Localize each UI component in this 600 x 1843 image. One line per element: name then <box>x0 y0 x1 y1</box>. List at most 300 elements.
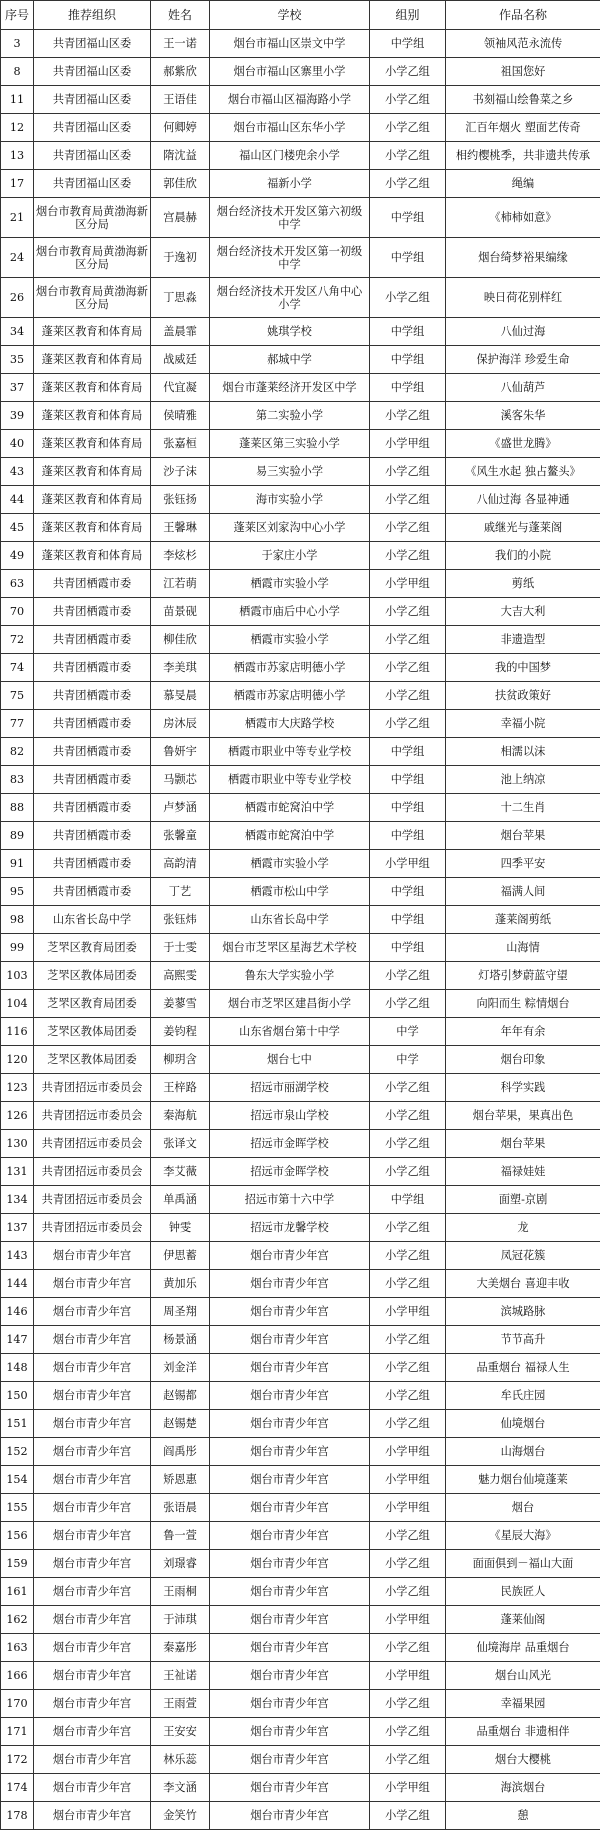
cell-serial: 170 <box>1 1690 34 1718</box>
table-row <box>1 514 600 542</box>
table-row <box>1 962 600 990</box>
cell-serial: 63 <box>1 570 34 598</box>
table-row <box>1 1242 600 1270</box>
cell-school: 烟台市蓬莱经济开发区中学 <box>210 374 370 402</box>
table-row <box>1 1774 600 1802</box>
table-row <box>1 738 600 766</box>
table-row <box>1 794 600 822</box>
cell-organization: 蓬莱区教育和体育局 <box>34 486 151 514</box>
cell-name: 王语佳 <box>151 86 210 114</box>
table-row <box>1 30 600 58</box>
table-row <box>1 374 600 402</box>
cell-group: 中学组 <box>370 766 446 794</box>
cell-name: 张馨童 <box>151 822 210 850</box>
cell-organization: 烟台市青少年宫 <box>34 1438 151 1466</box>
cell-school: 第二实验小学 <box>210 402 370 430</box>
cell-school: 栖霞市职业中等专业学校 <box>210 766 370 794</box>
cell-serial: 8 <box>1 58 34 86</box>
cell-organization: 蓬莱区教育和体育局 <box>34 514 151 542</box>
cell-organization: 共青团栖霞市委 <box>34 654 151 682</box>
cell-organization: 共青团福山区委 <box>34 142 151 170</box>
cell-name: 周圣翔 <box>151 1298 210 1326</box>
cell-school: 烟台市青少年宫 <box>210 1466 370 1494</box>
table-row <box>1 142 600 170</box>
cell-organization: 烟台市青少年宫 <box>34 1298 151 1326</box>
cell-serial: 162 <box>1 1606 34 1634</box>
table-row <box>1 486 600 514</box>
cell-serial: 130 <box>1 1130 34 1158</box>
cell-work-title: 海滨烟台 <box>446 1774 600 1802</box>
cell-name: 代宜凝 <box>151 374 210 402</box>
cell-serial: 178 <box>1 1802 34 1830</box>
cell-serial: 70 <box>1 598 34 626</box>
table-row <box>1 114 600 142</box>
cell-group: 小学乙组 <box>370 542 446 570</box>
cell-group: 小学甲组 <box>370 1466 446 1494</box>
cell-group: 中学组 <box>370 738 446 766</box>
cell-work-title: 《柿柿如意》 <box>446 198 600 238</box>
cell-serial: 72 <box>1 626 34 654</box>
cell-serial: 11 <box>1 86 34 114</box>
table-row <box>1 1074 600 1102</box>
cell-school: 烟台市青少年宫 <box>210 1578 370 1606</box>
cell-organization: 烟台市教育局黄渤海新区分局 <box>34 198 151 238</box>
cell-school: 烟台市青少年宫 <box>210 1410 370 1438</box>
cell-group: 中学组 <box>370 1186 446 1214</box>
cell-school: 栖霞市实验小学 <box>210 850 370 878</box>
cell-serial: 77 <box>1 710 34 738</box>
table-row <box>1 1130 600 1158</box>
cell-name: 于逸初 <box>151 238 210 278</box>
cell-organization: 共青团招远市委员会 <box>34 1074 151 1102</box>
cell-organization: 共青团福山区委 <box>34 114 151 142</box>
cell-serial: 98 <box>1 906 34 934</box>
cell-serial: 17 <box>1 170 34 198</box>
cell-school: 招远市丽湖学校 <box>210 1074 370 1102</box>
cell-school: 烟台市青少年宫 <box>210 1746 370 1774</box>
cell-serial: 83 <box>1 766 34 794</box>
cell-name: 王安安 <box>151 1718 210 1746</box>
cell-school: 烟台市芝罘区建昌街小学 <box>210 990 370 1018</box>
cell-serial: 40 <box>1 430 34 458</box>
cell-group: 小学甲组 <box>370 1662 446 1690</box>
table-row <box>1 1326 600 1354</box>
cell-work-title: 烟台苹果 <box>446 822 600 850</box>
cell-name: 卢梦涵 <box>151 794 210 822</box>
cell-serial: 91 <box>1 850 34 878</box>
cell-work-title: 龙 <box>446 1214 600 1242</box>
table-row <box>1 238 600 278</box>
cell-group: 小学甲组 <box>370 1606 446 1634</box>
cell-name: 沙子沫 <box>151 458 210 486</box>
cell-organization: 共青团福山区委 <box>34 30 151 58</box>
cell-serial: 161 <box>1 1578 34 1606</box>
cell-work-title: 映日荷花别样红 <box>446 278 600 318</box>
cell-group: 小学乙组 <box>370 1802 446 1830</box>
cell-work-title: 八仙过海 各显神通 <box>446 486 600 514</box>
cell-name: 慕旻晨 <box>151 682 210 710</box>
cell-group: 中学组 <box>370 346 446 374</box>
cell-serial: 154 <box>1 1466 34 1494</box>
cell-serial: 43 <box>1 458 34 486</box>
cell-school: 栖霞市蛇窝泊中学 <box>210 822 370 850</box>
cell-serial: 24 <box>1 238 34 278</box>
cell-work-title: 山海情 <box>446 934 600 962</box>
cell-work-title: 品重烟台 非遗相伴 <box>446 1718 600 1746</box>
cell-school: 招远市金晖学校 <box>210 1130 370 1158</box>
cell-group: 小学乙组 <box>370 710 446 738</box>
cell-work-title: 八仙过海 <box>446 318 600 346</box>
cell-group: 小学乙组 <box>370 170 446 198</box>
cell-serial: 137 <box>1 1214 34 1242</box>
cell-name: 马颢芯 <box>151 766 210 794</box>
cell-name: 鲁一萱 <box>151 1522 210 1550</box>
cell-organization: 烟台市青少年宫 <box>34 1606 151 1634</box>
table-row <box>1 1662 600 1690</box>
cell-organization: 共青团招远市委员会 <box>34 1130 151 1158</box>
cell-organization: 共青团福山区委 <box>34 58 151 86</box>
cell-organization: 烟台市青少年宫 <box>34 1326 151 1354</box>
cell-name: 鲁妍宇 <box>151 738 210 766</box>
cell-serial: 103 <box>1 962 34 990</box>
cell-school: 烟台市青少年宫 <box>210 1802 370 1830</box>
cell-group: 小学乙组 <box>370 1522 446 1550</box>
cell-work-title: 绳编 <box>446 170 600 198</box>
cell-serial: 155 <box>1 1494 34 1522</box>
header-serial: 序号 <box>1 1 34 30</box>
cell-serial: 3 <box>1 30 34 58</box>
table-row <box>1 278 600 318</box>
header-school: 学校 <box>210 1 370 30</box>
cell-work-title: 灯塔引梦蔚蓝守望 <box>446 962 600 990</box>
cell-name: 张钰炜 <box>151 906 210 934</box>
cell-serial: 163 <box>1 1634 34 1662</box>
cell-group: 小学乙组 <box>370 1326 446 1354</box>
cell-name: 苗景砚 <box>151 598 210 626</box>
cell-serial: 39 <box>1 402 34 430</box>
header-work-title: 作品名称 <box>446 1 600 30</box>
cell-school: 山东省烟台第十中学 <box>210 1018 370 1046</box>
cell-organization: 共青团栖霞市委 <box>34 626 151 654</box>
cell-work-title: 《风生水起 独占鳌头》 <box>446 458 600 486</box>
cell-organization: 共青团栖霞市委 <box>34 822 151 850</box>
cell-name: 林乐蕊 <box>151 1746 210 1774</box>
cell-name: 柳佳欣 <box>151 626 210 654</box>
cell-serial: 126 <box>1 1102 34 1130</box>
cell-organization: 芝罘区教体局团委 <box>34 962 151 990</box>
cell-work-title: 我的中国梦 <box>446 654 600 682</box>
cell-group: 小学乙组 <box>370 1718 446 1746</box>
cell-group: 中学组 <box>370 318 446 346</box>
cell-work-title: 烟台大樱桃 <box>446 1746 600 1774</box>
cell-name: 刘金洋 <box>151 1354 210 1382</box>
cell-organization: 共青团栖霞市委 <box>34 850 151 878</box>
table-row <box>1 710 600 738</box>
cell-work-title: 烟台山风光 <box>446 1662 600 1690</box>
cell-serial: 75 <box>1 682 34 710</box>
header-group: 组别 <box>370 1 446 30</box>
cell-name: 秦海航 <box>151 1102 210 1130</box>
cell-name: 战威廷 <box>151 346 210 374</box>
cell-school: 招远市金晖学校 <box>210 1158 370 1186</box>
cell-name: 王梓路 <box>151 1074 210 1102</box>
cell-organization: 芝罘区教育局团委 <box>34 934 151 962</box>
cell-name: 张译文 <box>151 1130 210 1158</box>
cell-school: 烟台市青少年宫 <box>210 1354 370 1382</box>
cell-organization: 共青团福山区委 <box>34 86 151 114</box>
cell-school: 栖霞市庙后中心小学 <box>210 598 370 626</box>
cell-organization: 芝罘区教体局团委 <box>34 1046 151 1074</box>
table-row <box>1 402 600 430</box>
table-body <box>1 30 600 1830</box>
cell-school: 烟台市青少年宫 <box>210 1298 370 1326</box>
cell-serial: 88 <box>1 794 34 822</box>
table-row <box>1 1158 600 1186</box>
table-row <box>1 1382 600 1410</box>
cell-group: 小学甲组 <box>370 850 446 878</box>
cell-school: 烟台市青少年宫 <box>210 1522 370 1550</box>
cell-group: 小学乙组 <box>370 1550 446 1578</box>
table-header-row <box>1 1 600 30</box>
cell-name: 王雨萱 <box>151 1690 210 1718</box>
table-row <box>1 1522 600 1550</box>
cell-name: 于沛琪 <box>151 1606 210 1634</box>
cell-work-title: 领袖风范永流传 <box>446 30 600 58</box>
cell-school: 鲁东大学实验小学 <box>210 962 370 990</box>
cell-name: 姜钧程 <box>151 1018 210 1046</box>
table-row <box>1 458 600 486</box>
cell-organization: 烟台市教育局黄渤海新区分局 <box>34 238 151 278</box>
table-row <box>1 1718 600 1746</box>
table-row <box>1 318 600 346</box>
cell-work-title: 年年有余 <box>446 1018 600 1046</box>
cell-name: 王一诺 <box>151 30 210 58</box>
cell-name: 伊思蓄 <box>151 1242 210 1270</box>
cell-work-title: 面面俱到－福山大面 <box>446 1550 600 1578</box>
table-row <box>1 1494 600 1522</box>
cell-group: 小学甲组 <box>370 1494 446 1522</box>
cell-name: 赵锡楚 <box>151 1410 210 1438</box>
cell-organization: 共青团栖霞市委 <box>34 878 151 906</box>
cell-organization: 共青团招远市委员会 <box>34 1102 151 1130</box>
table-row <box>1 934 600 962</box>
cell-serial: 21 <box>1 198 34 238</box>
cell-work-title: 向阳而生 粽情烟台 <box>446 990 600 1018</box>
cell-serial: 12 <box>1 114 34 142</box>
table-row <box>1 1298 600 1326</box>
cell-work-title: 仙境烟台 <box>446 1410 600 1438</box>
cell-organization: 共青团栖霞市委 <box>34 738 151 766</box>
cell-serial: 147 <box>1 1326 34 1354</box>
cell-name: 秦嘉彤 <box>151 1634 210 1662</box>
cell-group: 小学乙组 <box>370 1410 446 1438</box>
cell-work-title: 烟台绮梦裕果编缘 <box>446 238 600 278</box>
cell-name: 高熙雯 <box>151 962 210 990</box>
cell-school: 烟台市青少年宫 <box>210 1438 370 1466</box>
cell-school: 烟台市青少年宫 <box>210 1550 370 1578</box>
cell-school: 烟台市青少年宫 <box>210 1382 370 1410</box>
cell-work-title: 大吉大利 <box>446 598 600 626</box>
cell-group: 小学乙组 <box>370 1690 446 1718</box>
cell-name: 于士雯 <box>151 934 210 962</box>
cell-serial: 146 <box>1 1298 34 1326</box>
cell-name: 刘璟睿 <box>151 1550 210 1578</box>
cell-organization: 蓬莱区教育和体育局 <box>34 346 151 374</box>
table-row <box>1 1186 600 1214</box>
cell-group: 小学乙组 <box>370 1746 446 1774</box>
cell-organization: 芝罘区教育局团委 <box>34 990 151 1018</box>
cell-name: 金笑竹 <box>151 1802 210 1830</box>
cell-organization: 烟台市青少年宫 <box>34 1494 151 1522</box>
cell-name: 黄加乐 <box>151 1270 210 1298</box>
table-row <box>1 1354 600 1382</box>
cell-organization: 共青团福山区委 <box>34 170 151 198</box>
cell-group: 小学乙组 <box>370 1382 446 1410</box>
cell-work-title: 书刻福山绘鲁菜之乡 <box>446 86 600 114</box>
cell-group: 小学甲组 <box>370 1774 446 1802</box>
cell-school: 招远市龙馨学校 <box>210 1214 370 1242</box>
cell-group: 小学乙组 <box>370 1214 446 1242</box>
cell-school: 烟台市青少年宫 <box>210 1634 370 1662</box>
cell-group: 小学乙组 <box>370 1354 446 1382</box>
cell-name: 隋沈益 <box>151 142 210 170</box>
cell-organization: 烟台市青少年宫 <box>34 1774 151 1802</box>
cell-name: 阎禹彤 <box>151 1438 210 1466</box>
cell-serial: 49 <box>1 542 34 570</box>
cell-school: 于家庄小学 <box>210 542 370 570</box>
cell-group: 小学乙组 <box>370 1130 446 1158</box>
cell-group: 中学组 <box>370 934 446 962</box>
cell-group: 小学乙组 <box>370 1074 446 1102</box>
cell-school: 烟台市青少年宫 <box>210 1662 370 1690</box>
table-row <box>1 822 600 850</box>
cell-serial: 148 <box>1 1354 34 1382</box>
cell-organization: 共青团栖霞市委 <box>34 570 151 598</box>
cell-school: 海市实验小学 <box>210 486 370 514</box>
cell-organization: 蓬莱区教育和体育局 <box>34 402 151 430</box>
cell-name: 张语晨 <box>151 1494 210 1522</box>
cell-name: 侯晴雅 <box>151 402 210 430</box>
cell-serial: 82 <box>1 738 34 766</box>
table-row <box>1 58 600 86</box>
table-row <box>1 1634 600 1662</box>
cell-serial: 116 <box>1 1018 34 1046</box>
cell-group: 小学甲组 <box>370 570 446 598</box>
cell-name: 李炫杉 <box>151 542 210 570</box>
cell-work-title: 我们的小院 <box>446 542 600 570</box>
cell-serial: 120 <box>1 1046 34 1074</box>
table-row <box>1 170 600 198</box>
cell-work-title: 福满人间 <box>446 878 600 906</box>
cell-organization: 烟台市青少年宫 <box>34 1466 151 1494</box>
cell-group: 小学乙组 <box>370 1578 446 1606</box>
table-row <box>1 990 600 1018</box>
cell-school: 烟台七中 <box>210 1046 370 1074</box>
cell-school: 烟台市芝罘区星海艺术学校 <box>210 934 370 962</box>
cell-serial: 34 <box>1 318 34 346</box>
cell-organization: 烟台市青少年宫 <box>34 1690 151 1718</box>
cell-organization: 蓬莱区教育和体育局 <box>34 542 151 570</box>
cell-name: 赵锡都 <box>151 1382 210 1410</box>
cell-organization: 山东省长岛中学 <box>34 906 151 934</box>
cell-school: 烟台市福山区东华小学 <box>210 114 370 142</box>
cell-group: 小学乙组 <box>370 402 446 430</box>
table-row <box>1 542 600 570</box>
cell-work-title: 《星辰大海》 <box>446 1522 600 1550</box>
cell-organization: 烟台市青少年宫 <box>34 1662 151 1690</box>
cell-serial: 45 <box>1 514 34 542</box>
cell-group: 小学乙组 <box>370 598 446 626</box>
cell-group: 中学组 <box>370 906 446 934</box>
cell-name: 钟雯 <box>151 1214 210 1242</box>
cell-organization: 共青团栖霞市委 <box>34 598 151 626</box>
cell-name: 房沐辰 <box>151 710 210 738</box>
table-row <box>1 654 600 682</box>
table-row <box>1 430 600 458</box>
cell-group: 中学组 <box>370 198 446 238</box>
cell-school: 烟台经济技术开发区八角中心小学 <box>210 278 370 318</box>
cell-school: 姚琪学校 <box>210 318 370 346</box>
cell-name: 李美琪 <box>151 654 210 682</box>
cell-organization: 共青团栖霞市委 <box>34 682 151 710</box>
table-row <box>1 1578 600 1606</box>
cell-name: 盖晨霏 <box>151 318 210 346</box>
cell-group: 小学甲组 <box>370 1298 446 1326</box>
cell-work-title: 相濡以沫 <box>446 738 600 766</box>
cell-serial: 144 <box>1 1270 34 1298</box>
cell-group: 中学组 <box>370 238 446 278</box>
cell-organization: 蓬莱区教育和体育局 <box>34 374 151 402</box>
cell-group: 小学乙组 <box>370 1634 446 1662</box>
table-row <box>1 906 600 934</box>
table-row <box>1 1018 600 1046</box>
cell-group: 小学乙组 <box>370 962 446 990</box>
cell-name: 郝紫欣 <box>151 58 210 86</box>
cell-name: 李文涵 <box>151 1774 210 1802</box>
cell-serial: 171 <box>1 1718 34 1746</box>
cell-group: 中学组 <box>370 822 446 850</box>
table-row <box>1 1102 600 1130</box>
cell-organization: 共青团栖霞市委 <box>34 710 151 738</box>
cell-name: 李艾薇 <box>151 1158 210 1186</box>
cell-organization: 蓬莱区教育和体育局 <box>34 458 151 486</box>
cell-organization: 烟台市青少年宫 <box>34 1578 151 1606</box>
cell-name: 江若萌 <box>151 570 210 598</box>
cell-work-title: 山海烟台 <box>446 1438 600 1466</box>
cell-organization: 烟台市教育局黄渤海新区分局 <box>34 278 151 318</box>
cell-work-title: 面塑-京剧 <box>446 1186 600 1214</box>
cell-school: 栖霞市实验小学 <box>210 570 370 598</box>
cell-work-title: 烟台印象 <box>446 1046 600 1074</box>
cell-school: 栖霞市实验小学 <box>210 626 370 654</box>
cell-group: 小学乙组 <box>370 142 446 170</box>
cell-group: 小学乙组 <box>370 1270 446 1298</box>
cell-name: 丁艺 <box>151 878 210 906</box>
cell-work-title: 戚继光与蓬莱阁 <box>446 514 600 542</box>
cell-work-title: 科学实践 <box>446 1074 600 1102</box>
cell-school: 烟台经济技术开发区第六初级中学 <box>210 198 370 238</box>
cell-work-title: 品重烟台 福禄人生 <box>446 1354 600 1382</box>
cell-work-title: 保护海洋 珍爱生命 <box>446 346 600 374</box>
cell-work-title: 非遗造型 <box>446 626 600 654</box>
cell-work-title: 滨城路脉 <box>446 1298 600 1326</box>
cell-work-title: 烟台苹果 <box>446 1130 600 1158</box>
cell-work-title: 幸福果园 <box>446 1690 600 1718</box>
cell-group: 小学乙组 <box>370 278 446 318</box>
cell-school: 蓬莱区第三实验小学 <box>210 430 370 458</box>
cell-group: 小学乙组 <box>370 1102 446 1130</box>
cell-school: 烟台市青少年宫 <box>210 1270 370 1298</box>
